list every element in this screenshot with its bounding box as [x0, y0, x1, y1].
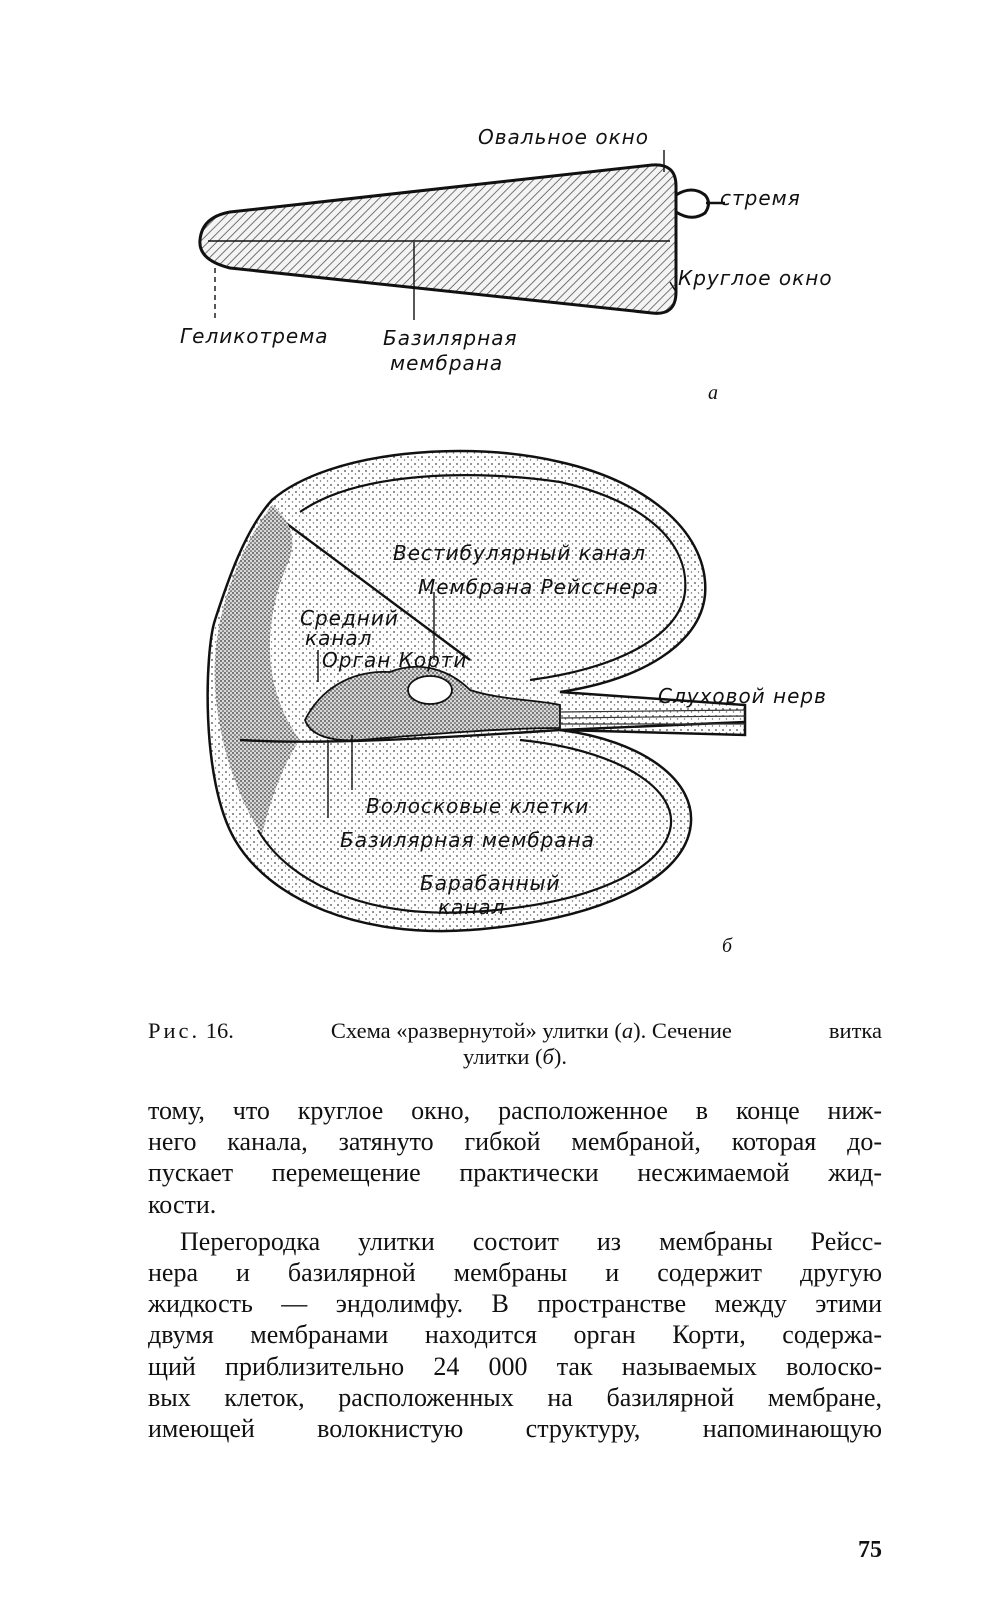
label-reissner-membrane: Мембрана Рейсснера [418, 575, 660, 599]
caption-line-1 [148, 1018, 882, 1044]
text-line: тому, что круглое окно, расположенное в конце ниж- [148, 1096, 882, 1125]
caption-text-2a: улитки ( [463, 1044, 543, 1069]
caption-prefix: Рис. [148, 1018, 201, 1043]
caption-text-1a: Схема «развернутой» улитки ( [330, 1018, 622, 1043]
caption-line-2 [148, 1044, 882, 1070]
paragraph-1 [148, 1095, 882, 1220]
text-line: пускает перемещение практически несжимаемой жид- [148, 1158, 882, 1188]
caption-text-1c: витка [828, 1018, 882, 1043]
text-line: вых клеток, расположенных на базилярной мембране, [148, 1382, 882, 1412]
figure-caption [148, 1018, 882, 1070]
label-basilar-membrane-a-2: мембрана [390, 351, 504, 375]
label-tympanic-canal-1: Барабанный [420, 871, 561, 895]
caption-text-2b: ). [553, 1044, 567, 1069]
caption-letter-a: а [621, 1018, 634, 1043]
label-auditory-nerve: Слуховой нерв [658, 684, 827, 708]
label-helicotrema: Геликотрема [180, 324, 329, 348]
caption-number: 16. [205, 1018, 234, 1043]
label-middle-canal-2: канал [305, 626, 373, 650]
label-hair-cells: Волосковые клетки [366, 794, 590, 818]
panel-letter-b: б [722, 935, 733, 957]
text-line: него канала, затянуто гибкой мембраной, которая до- [148, 1127, 882, 1157]
label-basilar-membrane-b: Базилярная мембрана [340, 828, 595, 852]
panel-letter-a: а [708, 382, 718, 404]
text-line: щий приблизительно 24 000 так называемых волоско- [148, 1351, 882, 1381]
label-vestibular-canal: Вестибулярный канал [393, 541, 647, 565]
label-stapes: стремя [720, 186, 801, 210]
caption-text-1b: ). Сечение [633, 1018, 732, 1043]
caption-letter-b: б [542, 1044, 554, 1069]
text-line: двумя мембранами находится орган Корти, содержа- [148, 1320, 882, 1350]
label-tympanic-canal-2: канал [438, 895, 506, 919]
text-line: кости. [148, 1189, 217, 1219]
text-line: нера и базилярной мембраны и содержит другую [148, 1258, 882, 1288]
page-number: 75 [858, 1537, 882, 1563]
text-line: имеющей волокнистую структуру, напоминающую [148, 1414, 882, 1444]
paragraph-2 [148, 1226, 882, 1444]
text-line: Перегородка улитки состоит из мембраны Рейсс- [180, 1226, 882, 1256]
body-text [148, 1095, 882, 1444]
label-round-window: Круглое окно [678, 266, 833, 290]
label-basilar-membrane-a-1: Базилярная [383, 326, 518, 350]
label-middle-canal-1: Средний [300, 606, 399, 630]
label-oval-window: Овальное окно [478, 125, 649, 149]
label-organ-of-corti: Орган Корти [322, 648, 468, 672]
text-line: жидкость — эндолимфу. В пространстве между этими [148, 1289, 882, 1319]
unrolled-cochlea [200, 150, 725, 322]
